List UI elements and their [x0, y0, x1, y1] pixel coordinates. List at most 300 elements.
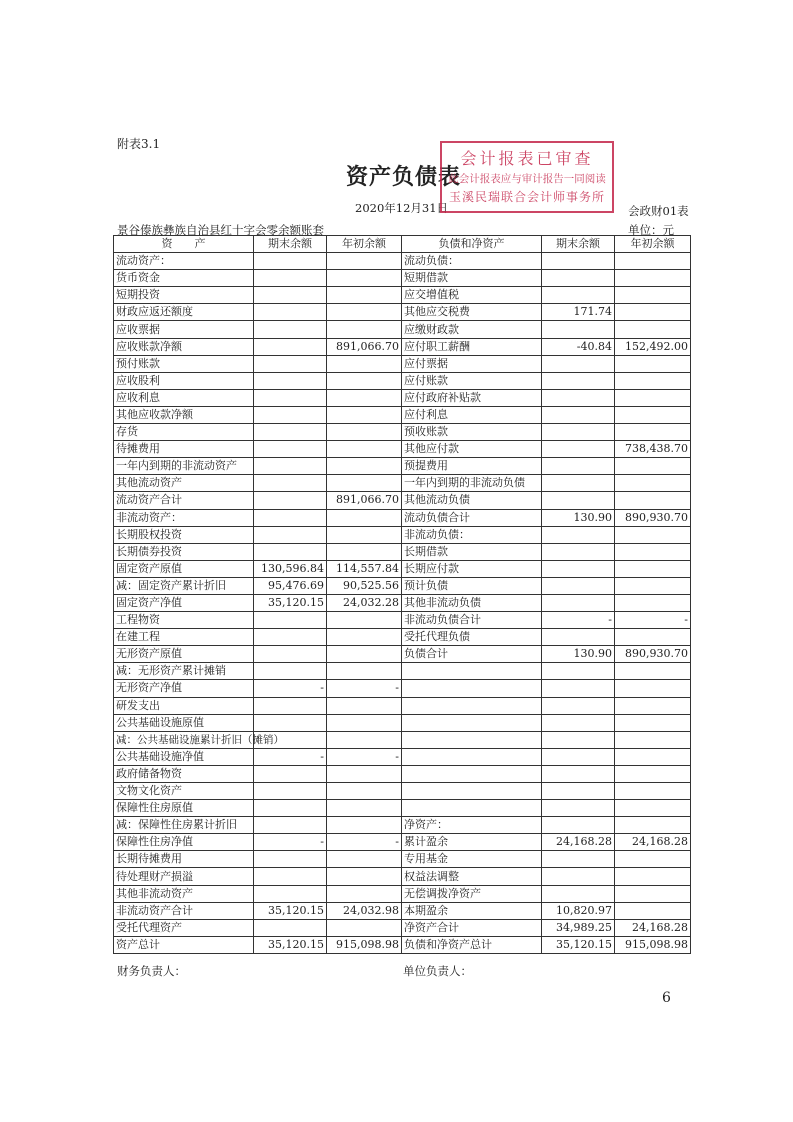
- asset-item-label: 非流动资产：: [114, 509, 254, 526]
- amount-cell: [327, 441, 402, 458]
- asset-item-label: 保障性住房净值: [114, 834, 254, 851]
- amount-cell: [542, 270, 615, 287]
- amount-cell: [327, 406, 402, 423]
- asset-item-label: 减：无形资产累计摊销: [114, 663, 254, 680]
- amount-cell: [327, 475, 402, 492]
- liability-item-label: 一年内到期的非流动负债: [402, 475, 542, 492]
- amount-cell: [327, 509, 402, 526]
- amount-cell: [542, 372, 615, 389]
- liability-item-label: 应交增值税: [402, 287, 542, 304]
- amount-cell: [327, 851, 402, 868]
- amount-cell: 35,120.15: [254, 594, 327, 611]
- page-number: 6: [662, 990, 671, 1006]
- liability-item-label: 应付利息: [402, 406, 542, 423]
- table-row: [114, 577, 691, 594]
- balance-sheet-table: [113, 235, 691, 954]
- report-date: 2020年12月31日: [355, 201, 449, 215]
- amount-cell: [615, 748, 691, 765]
- liability-item-label: [402, 714, 542, 731]
- liability-item-label: [402, 663, 542, 680]
- amount-cell: [254, 492, 327, 509]
- amount-cell: [542, 355, 615, 372]
- amount-cell: [327, 663, 402, 680]
- asset-item-label: 财政应返还额度: [114, 304, 254, 321]
- amount-cell: [542, 594, 615, 611]
- table-row: [114, 714, 691, 731]
- table-row: [114, 612, 691, 629]
- table-row: [114, 406, 691, 423]
- amount-cell: [542, 800, 615, 817]
- liability-item-label: [402, 748, 542, 765]
- form-code: 会政财01表: [628, 204, 689, 218]
- amount-cell: [615, 304, 691, 321]
- table-row: [114, 800, 691, 817]
- liability-item-label: 专用基金: [402, 851, 542, 868]
- table-row: [114, 424, 691, 441]
- amount-cell: [254, 287, 327, 304]
- amount-cell: [254, 406, 327, 423]
- asset-item-label: 长期待摊费用: [114, 851, 254, 868]
- asset-item-label: 流动资产：: [114, 253, 254, 270]
- amount-cell: [615, 902, 691, 919]
- amount-cell: [254, 543, 327, 560]
- stamp-line-3: 玉溪民瑞联合会计师事务所: [448, 190, 605, 204]
- amount-cell: [542, 475, 615, 492]
- liability-item-label: 负债和净资产总计: [402, 936, 542, 953]
- amount-cell: [542, 543, 615, 560]
- amount-cell: [615, 389, 691, 406]
- liability-item-label: 应付政府补贴款: [402, 389, 542, 406]
- amount-cell: [615, 287, 691, 304]
- amount-cell: [615, 492, 691, 509]
- liability-item-label: 应付账款: [402, 372, 542, 389]
- table-row: [114, 526, 691, 543]
- table-row: [114, 304, 691, 321]
- amount-cell: [615, 560, 691, 577]
- amount-cell: [327, 714, 402, 731]
- amount-cell: -40.84: [542, 338, 615, 355]
- amount-cell: 35,120.15: [542, 936, 615, 953]
- amount-cell: [542, 560, 615, 577]
- amount-cell: [327, 424, 402, 441]
- amount-cell: [327, 885, 402, 902]
- table-row: [114, 253, 691, 270]
- amount-cell: [254, 800, 327, 817]
- amount-cell: [254, 697, 327, 714]
- amount-cell: [327, 355, 402, 372]
- table-row: [114, 919, 691, 936]
- asset-item-label: 待处理财产损溢: [114, 868, 254, 885]
- liability-item-label: 无偿调拨净资产: [402, 885, 542, 902]
- audit-stamp: [440, 141, 614, 213]
- amount-cell: 890,930.70: [615, 646, 691, 663]
- amount-cell: [254, 355, 327, 372]
- amount-cell: [327, 372, 402, 389]
- amount-cell: 90,525.56: [327, 577, 402, 594]
- amount-cell: [542, 851, 615, 868]
- amount-cell: [254, 389, 327, 406]
- asset-item-label: 其他非流动资产: [114, 885, 254, 902]
- table-row: [114, 321, 691, 338]
- amount-cell: 915,098.98: [327, 936, 402, 953]
- table-row: [114, 868, 691, 885]
- asset-item-label: 文物文化资产: [114, 783, 254, 800]
- column-header: 资 产: [114, 236, 254, 253]
- asset-item-label: 研发支出: [114, 697, 254, 714]
- amount-cell: 130,596.84: [254, 560, 327, 577]
- amount-cell: [615, 731, 691, 748]
- table-row: [114, 817, 691, 834]
- amount-cell: [327, 783, 402, 800]
- liability-item-label: 其他流动负债: [402, 492, 542, 509]
- amount-cell: [542, 629, 615, 646]
- amount-cell: 171.74: [542, 304, 615, 321]
- table-row: [114, 783, 691, 800]
- amount-cell: [615, 372, 691, 389]
- table-row: [114, 748, 691, 765]
- asset-item-label: 短期投资: [114, 287, 254, 304]
- table-row: [114, 834, 691, 851]
- column-header: 年初余额: [615, 236, 691, 253]
- liability-item-label: 流动负债合计: [402, 509, 542, 526]
- amount-cell: 891,066.70: [327, 338, 402, 355]
- amount-cell: [542, 783, 615, 800]
- table-body: [114, 253, 691, 954]
- table-row: [114, 885, 691, 902]
- amount-cell: [254, 817, 327, 834]
- amount-cell: [615, 851, 691, 868]
- amount-cell: [327, 765, 402, 782]
- amount-cell: 152,492.00: [615, 338, 691, 355]
- amount-cell: [254, 321, 327, 338]
- amount-cell: 130.90: [542, 646, 615, 663]
- table-row: [114, 492, 691, 509]
- asset-item-label: 预付账款: [114, 355, 254, 372]
- table-row: [114, 663, 691, 680]
- amount-cell: [327, 697, 402, 714]
- table-row: [114, 355, 691, 372]
- amount-cell: [327, 389, 402, 406]
- amount-cell: [615, 475, 691, 492]
- amount-cell: [615, 424, 691, 441]
- amount-cell: [542, 441, 615, 458]
- amount-cell: [254, 765, 327, 782]
- amount-cell: [615, 253, 691, 270]
- asset-item-label: 存货: [114, 424, 254, 441]
- amount-cell: [327, 543, 402, 560]
- amount-cell: [327, 629, 402, 646]
- amount-cell: [254, 458, 327, 475]
- amount-cell: [615, 577, 691, 594]
- amount-cell: [615, 270, 691, 287]
- amount-cell: [327, 321, 402, 338]
- amount-cell: [615, 885, 691, 902]
- amount-cell: [254, 441, 327, 458]
- amount-cell: [615, 321, 691, 338]
- amount-cell: [615, 663, 691, 680]
- amount-cell: 34,989.25: [542, 919, 615, 936]
- asset-item-label: 保障性住房原值: [114, 800, 254, 817]
- amount-cell: [615, 629, 691, 646]
- table-row: [114, 851, 691, 868]
- asset-item-label: 无形资产原值: [114, 646, 254, 663]
- table-row: [114, 697, 691, 714]
- table-row: [114, 543, 691, 560]
- asset-item-label: 流动资产合计: [114, 492, 254, 509]
- amount-cell: [615, 697, 691, 714]
- amount-cell: [327, 868, 402, 885]
- unit-head-label: 单位负责人：: [403, 964, 472, 978]
- amount-cell: [542, 663, 615, 680]
- liability-item-label: [402, 765, 542, 782]
- amount-cell: [542, 287, 615, 304]
- amount-cell: [254, 663, 327, 680]
- amount-cell: 915,098.98: [615, 936, 691, 953]
- amount-cell: [542, 492, 615, 509]
- amount-cell: [542, 458, 615, 475]
- amount-cell: [615, 783, 691, 800]
- amount-cell: 891,066.70: [327, 492, 402, 509]
- amount-cell: [327, 253, 402, 270]
- liability-item-label: 权益法调整: [402, 868, 542, 885]
- amount-cell: 35,120.15: [254, 936, 327, 953]
- liability-item-label: 受托代理负债: [402, 629, 542, 646]
- amount-cell: -: [327, 748, 402, 765]
- asset-item-label: 受托代理资产: [114, 919, 254, 936]
- asset-item-label: 待摊费用: [114, 441, 254, 458]
- asset-item-label: 非流动资产合计: [114, 902, 254, 919]
- amount-cell: 738,438.70: [615, 441, 691, 458]
- amount-cell: [542, 680, 615, 697]
- amount-cell: [254, 526, 327, 543]
- amount-cell: 114,557.84: [327, 560, 402, 577]
- amount-cell: [254, 629, 327, 646]
- asset-item-label: 减：保障性住房累计折旧: [114, 817, 254, 834]
- amount-cell: [542, 253, 615, 270]
- amount-cell: [254, 783, 327, 800]
- column-header: 年初余额: [327, 236, 402, 253]
- asset-item-label: 公共基础设施原值: [114, 714, 254, 731]
- column-header: 负债和净资产: [402, 236, 542, 253]
- liability-item-label: 长期借款: [402, 543, 542, 560]
- amount-cell: [615, 817, 691, 834]
- liability-item-label: 短期借款: [402, 270, 542, 287]
- amount-cell: [254, 253, 327, 270]
- amount-cell: [254, 270, 327, 287]
- amount-cell: [327, 646, 402, 663]
- amount-cell: [254, 646, 327, 663]
- liability-item-label: 其他非流动负债: [402, 594, 542, 611]
- amount-cell: 24,168.28: [615, 919, 691, 936]
- organization-name: 景谷傣族彝族自治县红十字会零余额账套: [117, 223, 324, 237]
- table-row: [114, 646, 691, 663]
- amount-cell: [327, 287, 402, 304]
- amount-cell: 35,120.15: [254, 902, 327, 919]
- liability-item-label: [402, 680, 542, 697]
- amount-cell: [542, 765, 615, 782]
- amount-cell: 24,168.28: [615, 834, 691, 851]
- amount-cell: [615, 406, 691, 423]
- asset-item-label: 其他应收款净额: [114, 406, 254, 423]
- amount-cell: [615, 765, 691, 782]
- asset-item-label: 公共基础设施净值: [114, 748, 254, 765]
- amount-cell: [254, 424, 327, 441]
- amount-cell: [542, 321, 615, 338]
- amount-cell: [615, 458, 691, 475]
- asset-item-label: 减：公共基础设施累计折旧（摊销）: [114, 731, 254, 748]
- amount-cell: -: [542, 612, 615, 629]
- table-row: [114, 594, 691, 611]
- column-header: 期末余额: [542, 236, 615, 253]
- column-header: 期末余额: [254, 236, 327, 253]
- page-title: 资产负债表: [346, 164, 462, 190]
- amount-cell: [542, 577, 615, 594]
- amount-cell: [542, 526, 615, 543]
- table-row: [114, 338, 691, 355]
- appendix-label: 附表3.1: [117, 137, 161, 151]
- asset-item-label: 应收账款净额: [114, 338, 254, 355]
- amount-cell: [615, 543, 691, 560]
- table-row: [114, 287, 691, 304]
- amount-cell: [327, 526, 402, 543]
- amount-cell: [327, 919, 402, 936]
- asset-item-label: 资产总计: [114, 936, 254, 953]
- amount-cell: 890,930.70: [615, 509, 691, 526]
- amount-cell: [254, 612, 327, 629]
- liability-item-label: 长期应付款: [402, 560, 542, 577]
- amount-cell: [542, 424, 615, 441]
- liability-item-label: 非流动负债：: [402, 526, 542, 543]
- liability-item-label: 非流动负债合计: [402, 612, 542, 629]
- amount-cell: 95,476.69: [254, 577, 327, 594]
- amount-cell: [254, 885, 327, 902]
- amount-cell: -: [327, 834, 402, 851]
- table-row: [114, 389, 691, 406]
- table-row: [114, 731, 691, 748]
- liability-item-label: [402, 783, 542, 800]
- amount-cell: [542, 868, 615, 885]
- liability-item-label: 累计盈余: [402, 834, 542, 851]
- amount-cell: -: [615, 612, 691, 629]
- liability-item-label: 负债合计: [402, 646, 542, 663]
- asset-item-label: 在建工程: [114, 629, 254, 646]
- amount-cell: [254, 919, 327, 936]
- amount-cell: [254, 868, 327, 885]
- liability-item-label: 预提费用: [402, 458, 542, 475]
- liability-item-label: 应付职工薪酬: [402, 338, 542, 355]
- liability-item-label: [402, 697, 542, 714]
- liability-item-label: 预计负债: [402, 577, 542, 594]
- amount-cell: [542, 731, 615, 748]
- amount-cell: [254, 509, 327, 526]
- amount-cell: [327, 612, 402, 629]
- amount-cell: 24,032.98: [327, 902, 402, 919]
- asset-item-label: 固定资产原值: [114, 560, 254, 577]
- amount-cell: -: [254, 680, 327, 697]
- amount-cell: [542, 885, 615, 902]
- liability-item-label: 净资产合计: [402, 919, 542, 936]
- finance-head-label: 财务负责人：: [117, 964, 186, 978]
- table-row: [114, 458, 691, 475]
- table-row: [114, 372, 691, 389]
- asset-item-label: 应收股利: [114, 372, 254, 389]
- amount-cell: [615, 594, 691, 611]
- currency-unit: 单位：元: [628, 223, 674, 237]
- table-row: [114, 765, 691, 782]
- asset-item-label: 长期债券投资: [114, 543, 254, 560]
- liability-item-label: 预收账款: [402, 424, 542, 441]
- amount-cell: 130.90: [542, 509, 615, 526]
- liability-item-label: 流动负债：: [402, 253, 542, 270]
- asset-item-label: 固定资产净值: [114, 594, 254, 611]
- amount-cell: [327, 458, 402, 475]
- amount-cell: [542, 714, 615, 731]
- asset-item-label: 工程物资: [114, 612, 254, 629]
- table-row: [114, 441, 691, 458]
- table-row: [114, 560, 691, 577]
- table-row: [114, 936, 691, 953]
- amount-cell: [254, 475, 327, 492]
- amount-cell: 24,168.28: [542, 834, 615, 851]
- amount-cell: [327, 731, 402, 748]
- amount-cell: [254, 338, 327, 355]
- amount-cell: -: [254, 748, 327, 765]
- amount-cell: [615, 526, 691, 543]
- table-row: [114, 680, 691, 697]
- liability-item-label: [402, 800, 542, 817]
- amount-cell: 24,032.28: [327, 594, 402, 611]
- amount-cell: [254, 714, 327, 731]
- asset-item-label: 长期股权投资: [114, 526, 254, 543]
- amount-cell: [615, 868, 691, 885]
- table-row: [114, 629, 691, 646]
- asset-item-label: 减：固定资产累计折旧: [114, 577, 254, 594]
- amount-cell: [254, 304, 327, 321]
- table-row: [114, 902, 691, 919]
- amount-cell: [327, 800, 402, 817]
- liability-item-label: 净资产：: [402, 817, 542, 834]
- amount-cell: [254, 372, 327, 389]
- table-header-row: [114, 236, 691, 253]
- stamp-line-2: 此会计报表应与审计报告一同阅读: [448, 173, 606, 185]
- liability-item-label: 其他应交税费: [402, 304, 542, 321]
- amount-cell: [615, 680, 691, 697]
- liability-item-label: 应付票据: [402, 355, 542, 372]
- table-row: [114, 270, 691, 287]
- liability-item-label: 本期盈余: [402, 902, 542, 919]
- liability-item-label: 应缴财政款: [402, 321, 542, 338]
- amount-cell: [542, 389, 615, 406]
- amount-cell: [542, 697, 615, 714]
- amount-cell: [615, 714, 691, 731]
- amount-cell: 10,820.97: [542, 902, 615, 919]
- liability-item-label: 其他应付款: [402, 441, 542, 458]
- amount-cell: -: [254, 834, 327, 851]
- table-row: [114, 475, 691, 492]
- asset-item-label: 其他流动资产: [114, 475, 254, 492]
- liability-item-label: [402, 731, 542, 748]
- amount-cell: [327, 270, 402, 287]
- asset-item-label: 应收利息: [114, 389, 254, 406]
- amount-cell: [327, 817, 402, 834]
- table-row: [114, 509, 691, 526]
- amount-cell: [254, 851, 327, 868]
- amount-cell: [615, 355, 691, 372]
- asset-item-label: 一年内到期的非流动资产: [114, 458, 254, 475]
- amount-cell: [542, 748, 615, 765]
- asset-item-label: 应收票据: [114, 321, 254, 338]
- amount-cell: [327, 304, 402, 321]
